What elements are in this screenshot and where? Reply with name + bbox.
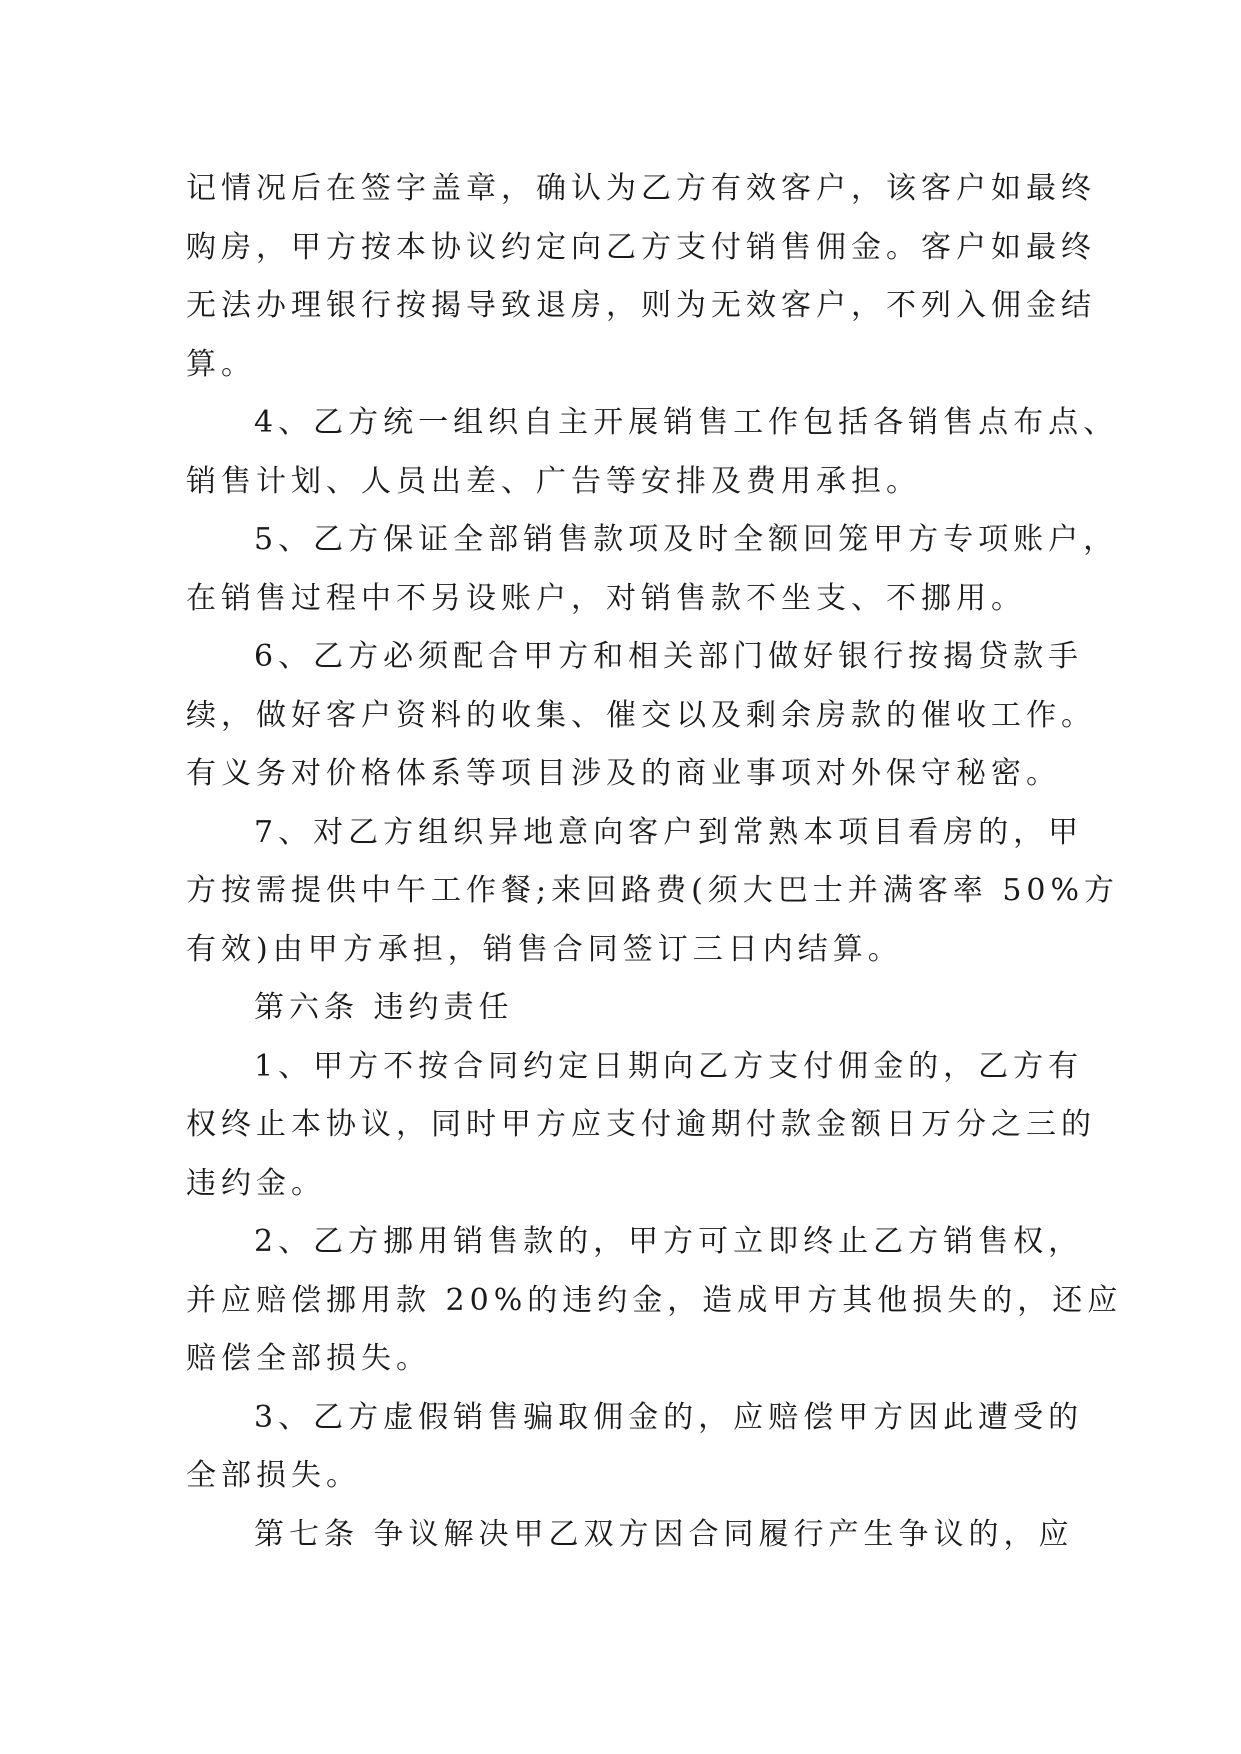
text-line: 2、乙方挪用销售款的，甲方可立即终止乙方销售权， bbox=[254, 1224, 1084, 1259]
text-line: 6、乙方必须配合甲方和相关部门做好银行按揭贷款手 bbox=[254, 639, 1084, 674]
text-line: 有效)由甲方承担，销售合同签订三日内结算。 bbox=[186, 931, 903, 967]
text-line: 并应赔偿挪用款 20%的违约金，造成甲方其他损失的，还应 bbox=[186, 1282, 1123, 1318]
section-heading: 第七条 争议解决甲乙双方因合同履行产生争议的，应 bbox=[254, 1516, 1074, 1552]
text-line: 7、对乙方组织异地意向客户到常熟本项目看房的，甲 bbox=[254, 814, 1084, 850]
text-line: 权终止本协议，同时甲方应支付逾期付款金额日万分之三的 bbox=[186, 1107, 1096, 1142]
text-line: 有义务对价格体系等项目涉及的商业事项对外保守秘密。 bbox=[186, 756, 1061, 791]
text-line: 3、乙方虚假销售骗取佣金的，应赔偿甲方因此遭受的 bbox=[254, 1399, 1084, 1435]
text-line: 5、乙方保证全部销售款项及时全额回笼甲方专项账户， bbox=[254, 522, 1119, 557]
text-line: 在销售过程中不另设账户，对销售款不坐支、不挪用。 bbox=[186, 580, 1026, 616]
text-line: 记情况后在签字盖章，确认为乙方有效客户，该客户如最终 bbox=[186, 171, 1096, 206]
text-line: 续，做好客户资料的收集、催交以及剩余房款的催收工作。 bbox=[186, 697, 1096, 733]
text-line: 算。 bbox=[186, 346, 256, 382]
text-line: 4、乙方统一组织自主开展销售工作包括各销售点布点、 bbox=[254, 405, 1119, 440]
section-heading: 第六条 违约责任 bbox=[254, 990, 514, 1025]
document-body bbox=[186, 160, 1123, 1564]
text-line: 无法办理银行按揭导致退房，则为无效客户，不列入佣金结 bbox=[186, 288, 1096, 323]
text-line: 赔偿全部损失。 bbox=[186, 1341, 431, 1376]
text-line: 1、甲方不按合同约定日期向乙方支付佣金的，乙方有 bbox=[254, 1048, 1084, 1084]
text-line: 购房，甲方按本协议约定向乙方支付销售佣金。客户如最终 bbox=[186, 229, 1096, 265]
text-line: 方按需提供中午工作餐;来回路费(须大巴士并满客率 50%方 bbox=[186, 873, 1120, 908]
text-line: 违约金。 bbox=[186, 1165, 326, 1201]
text-line: 全部损失。 bbox=[186, 1458, 361, 1493]
text-line: 销售计划、人员出差、广告等安排及费用承担。 bbox=[186, 463, 921, 499]
